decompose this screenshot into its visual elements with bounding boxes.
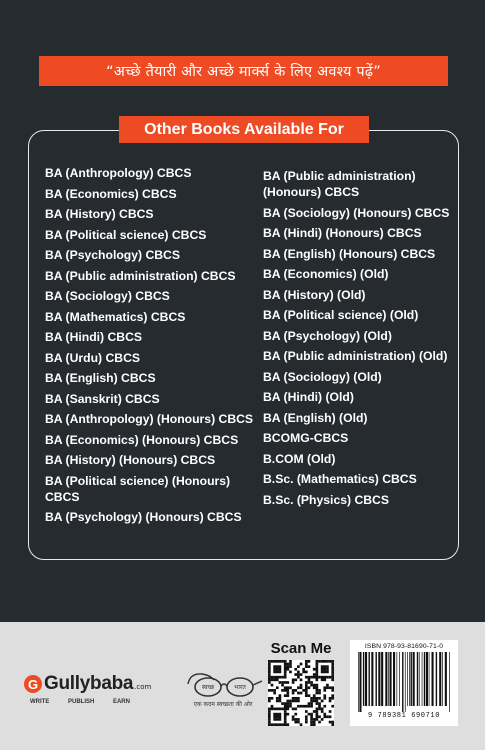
swachh-word: स्वच्छ [201, 684, 215, 691]
qr-code[interactable] [268, 660, 334, 726]
slogan-banner [39, 56, 448, 86]
book-item: BA (Anthropology) CBCS [45, 166, 192, 180]
tagline-write: WRITE [30, 699, 50, 705]
bharat-word: भारत [234, 684, 246, 691]
book-item: BA (Economics) CBCS [45, 186, 177, 201]
isbn-barcode-box [350, 640, 458, 726]
book-item: B.Sc. (Physics) CBCS [263, 492, 389, 507]
scan-me-label: Scan Me [270, 640, 332, 657]
book-item: BA (Public administration) (Honours) CBCS [263, 169, 416, 199]
book-item: BA (Political science) CBCS [45, 227, 207, 242]
book-item: BA (Economics) (Honours) CBCS [45, 432, 239, 447]
slogan-text: “अच्छे तैयारी और अच्छे मार्क्स के लिए अवश्य पढ़ें” [106, 64, 381, 80]
right-book-list [263, 168, 463, 512]
brand-name: Gullybaba [44, 673, 134, 694]
book-item: BA (Economics) (Old) [263, 267, 389, 281]
tagline-publish: PUBLISH [67, 699, 95, 705]
swachh-bharat-logo [180, 670, 266, 712]
book-item: BA (Hindi) (Honours) CBCS [263, 226, 422, 240]
panel-title: Other Books Available For [119, 116, 369, 143]
book-item: BA (Political science) (Old) [263, 308, 419, 322]
book-item: BA (History) (Old) [263, 287, 366, 302]
book-item: BA (History) CBCS [45, 207, 154, 221]
book-item: BA (Public administration) (Old) [263, 349, 448, 363]
brand-tagline [30, 699, 130, 705]
book-item: BA (English) (Honours) CBCS [263, 246, 436, 261]
brand-suffix: .com [134, 683, 152, 691]
book-item: BA (Public administration) CBCS [45, 268, 236, 283]
tagline-earn: EARN [112, 699, 130, 705]
book-item: BCOMG-CBCS [263, 431, 349, 445]
book-item: BA (Sociology) (Old) [263, 369, 382, 384]
isbn-label: ISBN 978-93-81690-71-0 [364, 643, 444, 650]
gullybaba-logo [24, 673, 184, 718]
book-item: BA (Anthropology) (Honours) CBCS [45, 412, 254, 426]
book-item: BA (English) (Old) [263, 410, 368, 425]
glasses-icon [180, 670, 266, 700]
isbn-digits: 9 789381 690710 [367, 712, 440, 720]
book-item: BA (History) (Honours) CBCS [45, 453, 216, 467]
book-item: BA (Sanskrit) CBCS [45, 391, 160, 406]
book-item: BA (Hindi) (Old) [263, 390, 354, 404]
book-item: BA (Psychology) (Honours) CBCS [45, 510, 242, 524]
left-book-list [45, 165, 255, 530]
book-item: BA (Sociology) CBCS [45, 289, 170, 303]
book-item: BA (Sociology) (Honours) CBCS [263, 205, 450, 220]
book-item: B.Sc. (Mathematics) CBCS [263, 472, 417, 486]
book-item: BA (Psychology) (Old) [263, 328, 392, 343]
book-item: B.COM (Old) [263, 451, 336, 466]
swachh-slogan: एक कदम स्वच्छता की ओर [193, 701, 253, 708]
book-item: BA (Political science) (Honours) CBCS [45, 473, 231, 504]
book-item: BA (Urdu) CBCS [45, 350, 141, 365]
g-logo-icon: G [24, 675, 42, 693]
book-item: BA (Psychology) CBCS [45, 248, 180, 262]
book-item: BA (Mathematics) CBCS [45, 309, 186, 324]
book-item: BA (English) CBCS [45, 371, 156, 385]
book-item: BA (Hindi) CBCS [45, 330, 143, 344]
barcode [354, 652, 454, 712]
